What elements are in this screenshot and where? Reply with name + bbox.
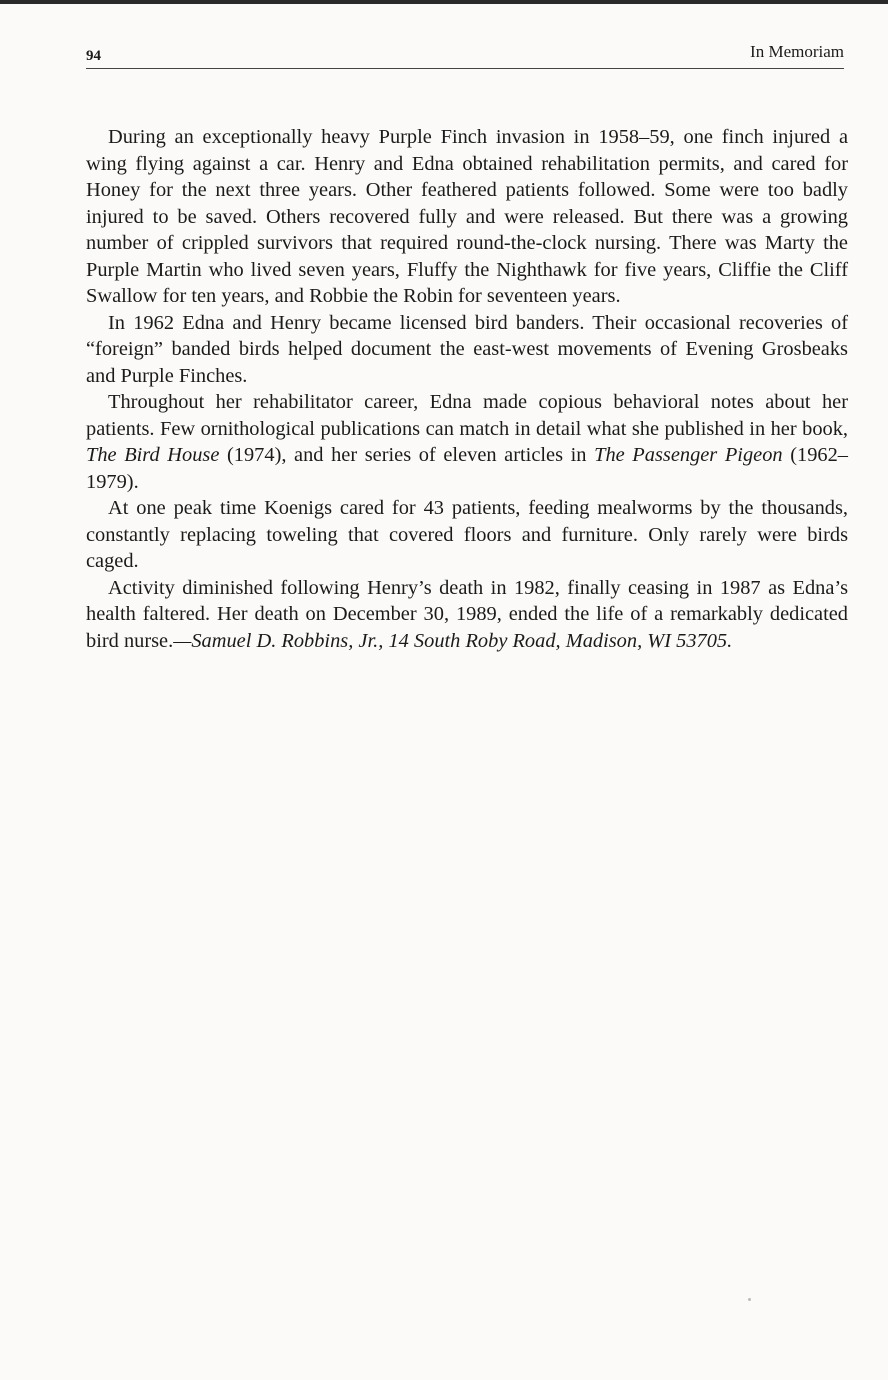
publications-text-middle: (1974), and her series of eleven articles in bbox=[219, 444, 595, 466]
running-header bbox=[86, 40, 844, 69]
paragraph-patients: At one peak time Koenigs cared for 43 patients, feeding mealworms by the thousands, constantly replacing toweling that covered floors and furniture. Only rarely were birds caged. bbox=[86, 497, 848, 572]
closing-text: Activity diminished following Henry’s death in 1982, finally ceasing in 1987 as Edna’s health faltered. Her death on December 30, 1989, ended the life of a remarkably dedicated bird nurse. bbox=[86, 576, 848, 652]
book-title: The Bird House bbox=[86, 444, 220, 466]
paper-speck bbox=[748, 1298, 751, 1301]
publications-text-before: Throughout her rehabilitator career, Edna made copious behavioral notes about her patients. Few ornithological publications can match in detail what she published in her book, bbox=[86, 391, 848, 440]
section-title: In Memoriam bbox=[750, 42, 844, 61]
article-body bbox=[86, 124, 848, 654]
paragraph-bird-banders: In 1962 Edna and Henry became licensed bird banders. Their occasional recoveries of “foreign” banded birds helped document the east-west movements of Evening Grosbeaks and Purple Finches. bbox=[86, 311, 848, 387]
paragraph-publications bbox=[86, 389, 848, 495]
paragraph-finch-invasion: During an exceptionally heavy Purple Finch invasion in 1958–59, one finch injured a wing flying against a car. Henry and Edna obtained rehabilitation permits, and cared for Honey for the next three years. Other feathered patients followed. Some were too badly injured to be saved. Others recovered fully and were released. But there was a growing number of crippled survivors that required round-the-clock nursing. There was Marty the Purple Martin who lived seven years, Fluffy the Nighthawk for five years, Cliffie the Cliff Swallow for ten years, and Robbie the Robin for seventeen years. bbox=[86, 126, 848, 307]
page-top-edge bbox=[0, 0, 888, 4]
journal-title: The Passenger Pigeon bbox=[594, 444, 783, 466]
author-signature: —Samuel D. Robbins, Jr., 14 South Roby Road, Madison, WI 53705. bbox=[173, 629, 733, 652]
page-number: 94 bbox=[86, 48, 101, 64]
publications-text-after: (1962–1979). bbox=[86, 444, 848, 493]
paragraph-closing bbox=[86, 575, 848, 655]
